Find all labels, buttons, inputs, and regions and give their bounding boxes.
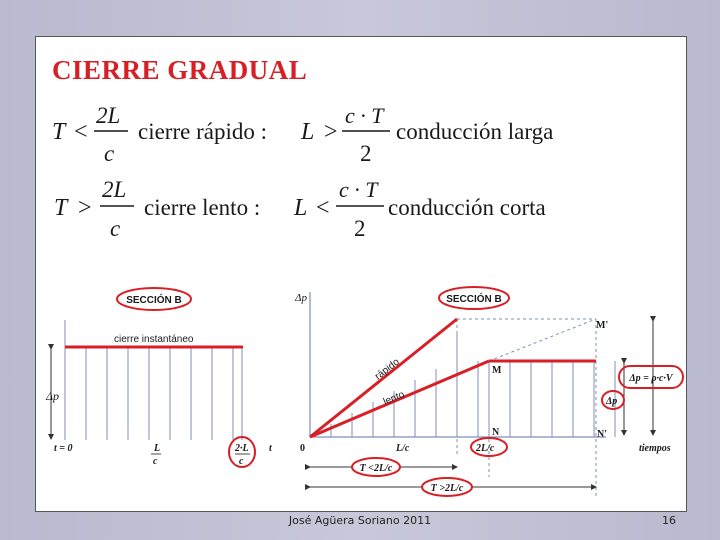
left-dp-label: Δp bbox=[46, 389, 60, 403]
range-short-label: T <2L/c bbox=[359, 463, 393, 474]
eq2-op2: < bbox=[316, 195, 330, 221]
eq1-num1: 2L bbox=[96, 103, 121, 128]
slide bbox=[35, 36, 687, 512]
eq2-T: T bbox=[54, 195, 68, 221]
right-dp-axis-label: Δp bbox=[295, 292, 307, 304]
eq2-L: L bbox=[294, 195, 308, 221]
point-N-prime: N' bbox=[597, 429, 607, 440]
left-section-b-label: SECCIÓN B bbox=[126, 295, 182, 306]
rapido-label: rápido bbox=[373, 356, 402, 383]
footer-page-number: 16 bbox=[662, 514, 676, 527]
left-diagram bbox=[45, 288, 273, 467]
eq2-op1: > bbox=[78, 195, 92, 221]
eq1-op2: > bbox=[324, 119, 338, 145]
eq1-den1: c bbox=[104, 141, 115, 166]
point-M: M bbox=[492, 365, 502, 376]
right-origin-label: 0 bbox=[300, 443, 305, 454]
eq2-text2: conducción corta bbox=[388, 195, 546, 220]
range-long-label: T >2L/c bbox=[430, 483, 464, 494]
left-2L-den-label: c bbox=[239, 456, 244, 467]
eq2-num2: c · T bbox=[339, 177, 378, 202]
slide-title: CIERRE GRADUAL bbox=[52, 55, 308, 85]
pressure-diagrams bbox=[36, 37, 686, 511]
eq1-text1: cierre rápido : bbox=[138, 119, 267, 144]
eq1-T: T bbox=[52, 119, 66, 145]
eq2-num1: 2L bbox=[102, 177, 127, 202]
left-c-label: c bbox=[153, 456, 158, 467]
left-2L-label: 2·L bbox=[235, 443, 249, 454]
eq1-den2: 2 bbox=[360, 141, 372, 166]
right-2Lc-label: 2L/c bbox=[476, 443, 495, 454]
lento-label: lento bbox=[381, 389, 407, 408]
eq2-den1: c bbox=[110, 216, 121, 237]
right-section-b-label: SECCIÓN B bbox=[446, 294, 502, 305]
point-N: N bbox=[492, 427, 500, 438]
eq1-L: L bbox=[301, 119, 315, 145]
right-Lc-label: L/c bbox=[396, 443, 410, 454]
left-t-label: t bbox=[269, 443, 272, 454]
left-L-label: L bbox=[154, 443, 161, 454]
footer-author: José Agüera Soriano 2011 bbox=[288, 514, 432, 527]
formula-dp-rho-c-v: Δp = ρ·c·V bbox=[629, 373, 673, 384]
eq1-text2: conducción larga bbox=[396, 119, 554, 144]
instant-closure-label: cierre instantáneo bbox=[114, 334, 194, 345]
eq1-num2: c · T bbox=[345, 103, 384, 128]
eq2-text1: cierre lento : bbox=[144, 195, 261, 220]
right-diagram bbox=[294, 287, 683, 497]
dp-small-label: Δp bbox=[606, 396, 618, 407]
point-M-prime: M' bbox=[596, 320, 609, 331]
eq1-op1: < bbox=[74, 119, 88, 145]
left-t0-label: t = 0 bbox=[54, 443, 73, 454]
eq2-den2: 2 bbox=[354, 216, 366, 237]
tiempos-label: tiempos bbox=[639, 443, 671, 454]
